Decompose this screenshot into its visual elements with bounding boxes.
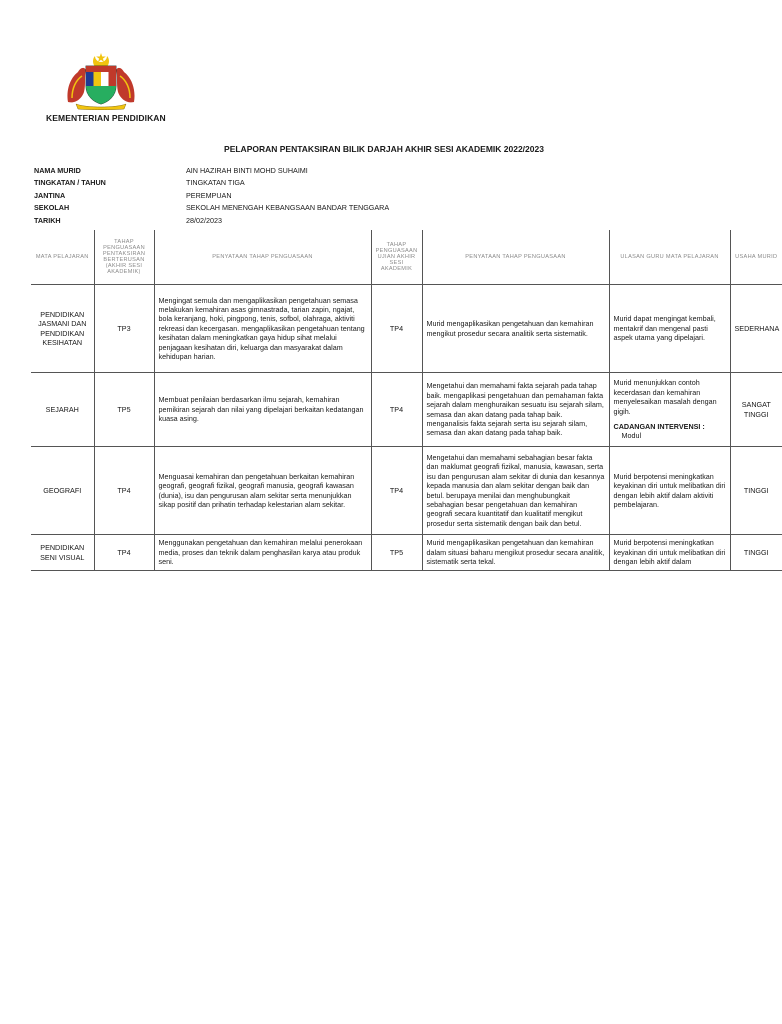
info-row-name (34, 164, 594, 177)
header-effort: USAHA MURID (730, 230, 782, 285)
tp-continuous-cell: TP4 (94, 447, 154, 535)
teacher-comment-cell (609, 373, 730, 447)
table-header-row (31, 230, 782, 285)
header-tp-continuous: TAHAP PENGUASAAN PENTAKSIRAN BERTERUSAN (AKHIR SESI AKADEMIK) (94, 230, 154, 285)
statement-exam-cell: Murid mengaplikasikan pengetahuan dan kemahiran mengikut prosedur secara analitik serta sistematik. (422, 285, 609, 373)
header-statement-exam: PENYATAAN TAHAP PENGUASAAN (422, 230, 609, 285)
comment-text: Murid menunjukkan contoh kecerdasan dan kemahiran menyelesaikan masalah dengan gigih. (613, 378, 717, 416)
effort-cell: TINGGI (730, 535, 782, 571)
header-tp-exam: TAHAP PENGUASAAN UJIAN AKHIR SESI AKADEMIK (371, 230, 422, 285)
effort-cell: SANGAT TINGGI (730, 373, 782, 447)
teacher-comment-cell (609, 447, 730, 535)
statement-continuous-cell: Menguasai kemahiran dan pengetahuan berkaitan kemahiran geografi, geografi fizikal, geografi manusia, geografi kawasan (dunia), isu dan pengurusan alam sekitar serta menunjukkan sikap positif dan prihatin terhadap kelestarian alam sekitar. (154, 447, 371, 535)
tp-exam-cell: TP4 (371, 285, 422, 373)
info-row-school (34, 202, 594, 215)
tp-exam-cell: TP4 (371, 373, 422, 447)
teacher-comment-cell (609, 285, 730, 373)
comment-text: Murid berpotensi meningkatkan keyakinan diri untuk melibatkan diri dengan lebih aktif dalam aktiviti pembelajaran. (613, 471, 726, 509)
info-row-class (34, 177, 594, 190)
info-row-date (34, 214, 594, 227)
intervention-label: CADANGAN INTERVENSI : (613, 421, 705, 431)
effort-cell: TINGGI (730, 447, 782, 535)
statement-continuous-cell: Mengingat semula dan mengaplikasikan pengetahuan semasa melakukan kemahiran asas gimnastrada, tarian zapin, ngajat, bola keranjang, hoki, pingpong, tenis, sofbol, olahraga, aktiviti rekreasi dan kecergasan. mengaplikasikan pengetahuan tentang kesihatan dalam meningkatkan gaya hidup sihat melalui penjagaan kesihatan diri, keluarga dan masyarakat dalam kehidupan harian. (154, 285, 371, 373)
info-value: 28/02/2023 (186, 215, 222, 225)
info-label: TARIKH (34, 215, 61, 225)
statement-continuous-cell: Menggunakan pengetahuan dan kemahiran melalui penerokaan media, proses dan teknik dalam penghasilan karya atau produk seni. (154, 535, 371, 571)
teacher-comment-cell (609, 535, 730, 571)
tp-continuous-cell: TP5 (94, 373, 154, 447)
tp-continuous-cell: TP3 (94, 285, 154, 373)
info-row-gender (34, 189, 594, 202)
info-label: JANTINA (34, 190, 66, 200)
info-label: TINGKATAN / TAHUN (34, 178, 106, 188)
table-row (31, 447, 782, 535)
comment-text: Murid dapat mengingat kembali, mentakrif dan mengenal pasti aspek utama yang dipelajari. (613, 314, 716, 343)
assessment-table (31, 230, 782, 571)
student-info (34, 164, 594, 227)
info-value: TINGKATAN TIGA (186, 178, 245, 188)
subject-cell: PENDIDIKAN JASMANI DAN PENDIDIKAN KESIHATAN (31, 285, 94, 373)
statement-continuous-cell: Membuat penilaian berdasarkan ilmu sejarah, kemahiran pemikiran sejarah dan nilai yang dipelajari berkaitan kedatangan kuasa asing. (154, 373, 371, 447)
table-row (31, 535, 782, 571)
tp-continuous-cell: TP4 (94, 535, 154, 571)
subject-cell: SEJARAH (31, 373, 94, 447)
table-row (31, 373, 782, 447)
header-teacher-comment: ULASAN GURU MATA PELAJARAN (609, 230, 730, 285)
comment-text: Murid berpotensi meningkatkan keyakinan diri untuk melibatkan diri dengan lebih aktif dalam (613, 538, 726, 567)
statement-exam-cell: Mengetahui dan memahami sebahagian besar fakta dan maklumat geografi fizikal, manusia, kawasan, serta isu dan pengurusan alam sekitar di dunia dan kesannya kepada manusia dan alam sekitar dengan baik dan betul. berupaya menilai dan menghubungkait sebahagian besar pengetahuan dan kemahiran geografi secara kuantitatif dan kualitatif mengikut prosedur serta sistematik dengan baik dan betul. (422, 447, 609, 535)
subject-cell: GEOGRAFI (31, 447, 94, 535)
table-row (31, 285, 782, 373)
intervention-value: Modul (621, 431, 642, 441)
info-label: NAMA MURID (34, 165, 81, 175)
subject-cell: PENDIDIKAN SENI VISUAL (31, 535, 94, 571)
effort-cell: SEDERHANA (730, 285, 782, 373)
ministry-name: KEMENTERIAN PENDIDIKAN (46, 113, 166, 123)
statement-exam-cell: Mengetahui dan memahami fakta sejarah pada tahap baik. mengaplikasi pengetahuan dan pemahaman fakta sejarah dalam menghuraikan sesuatu isu sejarah silam, semasa dan akan datang pada tahap baik. menganalisis fakta sejarah serta isu sejarah silam, semasa dan akan datang pada tahap baik. (422, 373, 609, 447)
info-label: SEKOLAH (34, 203, 70, 213)
header-subject: MATA PELAJARAN (31, 230, 94, 285)
report-title: PELAPORAN PENTAKSIRAN BILIK DARJAH AKHIR SESI AKADEMIK 2022/2023 (224, 144, 544, 154)
info-value: PEREMPUAN (186, 190, 232, 200)
statement-exam-cell: Murid mengaplikasikan pengetahuan dan kemahiran dalam situasi baharu mengikut prosedur secara analitik, sistematik serta tekal. (422, 535, 609, 571)
tp-exam-cell: TP4 (371, 447, 422, 535)
info-value: AIN HAZIRAH BINTI MOHD SUHAIMI (186, 165, 308, 175)
header-statement-continuous: PENYATAAN TAHAP PENGUASAAN (154, 230, 371, 285)
coat-of-arms-logo (62, 52, 140, 110)
info-value: SEKOLAH MENENGAH KEBANGSAAN BANDAR TENGGARA (186, 203, 390, 213)
tp-exam-cell: TP5 (371, 535, 422, 571)
